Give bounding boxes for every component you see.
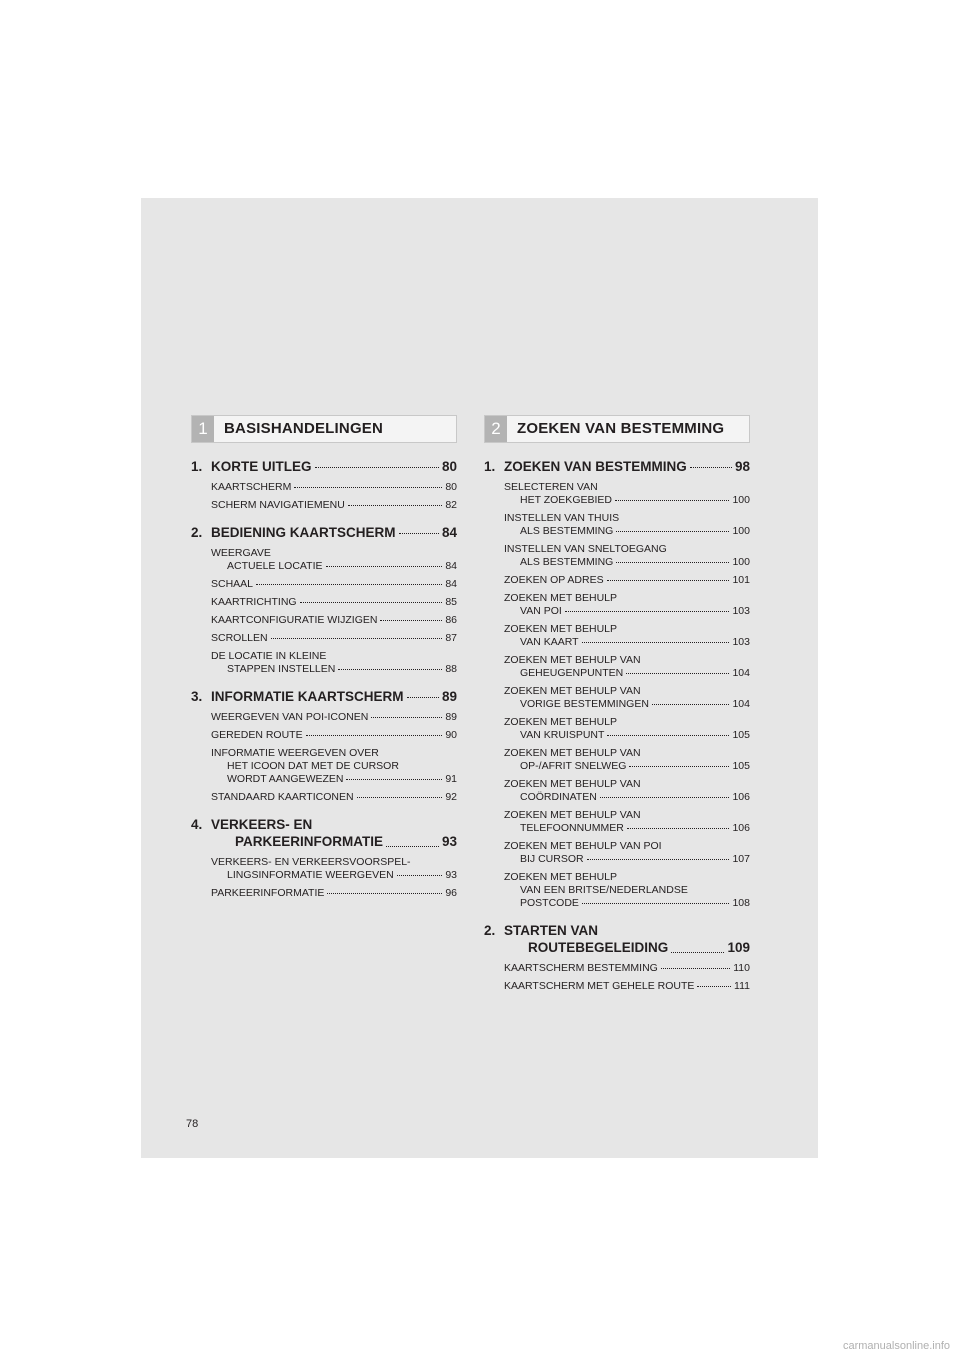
entry-title-line: LINGSINFORMATIE WEERGEVEN <box>227 869 394 881</box>
entry-last-line <box>504 760 750 773</box>
dot-leader <box>326 566 443 567</box>
entry-page: 84 <box>445 578 457 590</box>
chapter-heading <box>191 688 457 705</box>
chapter-items <box>191 481 457 512</box>
dot-leader <box>600 797 730 798</box>
section-number: 2 <box>485 416 507 442</box>
entry-title-line: SCHAAL <box>211 578 254 590</box>
entry-page: 111 <box>734 980 750 992</box>
dot-leader <box>697 986 731 987</box>
dot-leader <box>616 562 729 563</box>
toc-entry <box>504 962 750 975</box>
entry-last-line <box>211 560 457 573</box>
entry-title-line: WEERGEVEN VAN POI-ICONEN <box>211 711 369 723</box>
chapter-title <box>211 524 457 541</box>
chapter-number: 1. <box>484 459 496 474</box>
chapter-title-lines <box>211 816 457 850</box>
entry-title-line: GEREDEN ROUTE <box>211 729 303 741</box>
chapter-heading <box>484 458 750 475</box>
entry-last-line <box>211 773 457 786</box>
entry-last-line <box>211 578 457 591</box>
entry-title-line: KAARTSCHERM <box>211 481 292 493</box>
entry-page: 100 <box>732 494 750 506</box>
toc-entry <box>211 887 457 900</box>
entry-page: 106 <box>732 791 750 803</box>
entry-last-line <box>504 698 750 711</box>
toc-entry <box>504 778 750 804</box>
chapter-page: 93 <box>441 834 457 849</box>
toc-entry <box>504 574 750 587</box>
entry-title-line: KAARTCONFIGURATIE WIJZIGEN <box>211 614 378 626</box>
chapter-title-lines <box>504 922 750 956</box>
toc-entry <box>211 578 457 591</box>
entry-last-line <box>504 822 750 835</box>
entry-page: 100 <box>732 556 750 568</box>
entry-title-line: INSTELLEN VAN THUIS <box>504 512 620 524</box>
entry-title-line: VAN POI <box>520 605 562 617</box>
entry-title-line: INSTELLEN VAN SNELTOEGANG <box>504 543 667 555</box>
toc-entry <box>504 543 750 569</box>
dot-leader <box>380 620 442 621</box>
entry-page: 91 <box>445 773 457 785</box>
chapter-title-line: ROUTEBEGELEIDING <box>528 940 669 955</box>
entry-last-line <box>211 499 457 512</box>
entry-last-line <box>211 729 457 742</box>
entry-title-line: SCHERM NAVIGATIEMENU <box>211 499 345 511</box>
toc-entry <box>211 747 457 786</box>
entry-title-line: ZOEKEN MET BEHULP VAN <box>504 809 641 821</box>
toc-chapter <box>191 458 457 512</box>
chapter-title-last-line <box>211 833 457 850</box>
section-title: ZOEKEN VAN BESTEMMING <box>517 420 725 437</box>
toc-chapter <box>484 922 750 993</box>
chapter-heading <box>191 524 457 541</box>
chapter-title-line: STARTEN VAN <box>504 923 598 938</box>
toc-entry <box>504 980 750 993</box>
chapter-page: 89 <box>441 689 457 704</box>
chapter-title <box>211 458 457 475</box>
entry-last-line <box>504 525 750 538</box>
chapter-list <box>191 458 457 900</box>
entry-page: 90 <box>445 729 457 741</box>
entry-last-line <box>211 711 457 724</box>
dot-leader <box>371 717 442 718</box>
entry-title-line: ZOEKEN MET BEHULP VAN <box>504 747 641 759</box>
entry-page: 88 <box>445 663 457 675</box>
entry-last-line <box>211 632 457 645</box>
chapter-title-line: BEDIENING KAARTSCHERM <box>211 525 396 540</box>
entry-title-line: ZOEKEN MET BEHULP <box>504 716 617 728</box>
entry-title-line: POSTCODE <box>520 897 579 909</box>
entry-title-line: VAN EEN BRITSE/NEDERLANDSE <box>520 884 688 896</box>
toc-entry <box>504 481 750 507</box>
entry-title-line: VAN KAART <box>520 636 579 648</box>
entry-last-line <box>504 962 750 975</box>
entry-title-line: PARKEERINFORMATIE <box>211 887 325 899</box>
entry-title-line: INFORMATIE WEERGEVEN OVER <box>211 747 379 759</box>
entry-page: 103 <box>732 605 750 617</box>
chapter-title-line: KORTE UITLEG <box>211 459 312 474</box>
toc-entry <box>211 547 457 573</box>
entry-title-line: ALS BESTEMMING <box>520 525 614 537</box>
entry-page: 86 <box>445 614 457 626</box>
chapter-number: 2. <box>191 525 203 540</box>
entry-last-line <box>504 494 750 507</box>
entry-page: 105 <box>732 729 750 741</box>
entry-page: 108 <box>732 897 750 909</box>
entry-title-line: TELEFOONNUMMER <box>520 822 624 834</box>
entry-title-line: KAARTSCHERM BESTEMMING <box>504 962 658 974</box>
entry-page: 87 <box>445 632 457 644</box>
section-header <box>191 415 457 443</box>
entry-page: 92 <box>445 791 457 803</box>
entry-last-line <box>211 791 457 804</box>
entry-title-line: ZOEKEN MET BEHULP VAN POI <box>504 840 662 852</box>
toc-entry <box>504 716 750 742</box>
page-number: 78 <box>186 1118 199 1130</box>
dot-leader <box>652 704 730 705</box>
chapter-title-line: INFORMATIE KAARTSCHERM <box>211 689 404 704</box>
chapter-page: 98 <box>734 459 750 474</box>
entry-title-line: COÖRDINATEN <box>520 791 597 803</box>
dot-leader <box>690 467 732 468</box>
dot-leader <box>306 735 443 736</box>
entry-title-line: ACTUELE LOCATIE <box>227 560 323 572</box>
entry-title-line: HET ZOEKGEBIED <box>520 494 612 506</box>
entry-page: 85 <box>445 596 457 608</box>
entry-page: 107 <box>732 853 750 865</box>
dot-leader <box>346 779 442 780</box>
entry-title-line: WORDT AANGEWEZEN <box>227 773 344 785</box>
chapter-title <box>211 816 457 850</box>
chapter-title-line: ZOEKEN VAN BESTEMMING <box>504 459 687 474</box>
section-header <box>484 415 750 443</box>
chapter-heading <box>484 922 750 956</box>
chapter-items <box>484 481 750 910</box>
chapter-number: 3. <box>191 689 203 704</box>
entry-page: 104 <box>732 698 750 710</box>
toc-entry <box>211 791 457 804</box>
toc-entry <box>211 650 457 676</box>
toc-chapter <box>191 524 457 676</box>
entry-last-line <box>504 897 750 910</box>
chapter-title-line: VERKEERS- EN <box>211 817 313 832</box>
dot-leader <box>338 669 442 670</box>
entry-title-line: DE LOCATIE IN KLEINE <box>211 650 327 662</box>
toc-entry <box>211 856 457 882</box>
entry-title-line: ZOEKEN MET BEHULP VAN <box>504 654 641 666</box>
chapter-number: 1. <box>191 459 203 474</box>
chapter-page: 80 <box>441 459 457 474</box>
entry-title-line: STAPPEN INSTELLEN <box>227 663 336 675</box>
entry-last-line <box>211 887 457 900</box>
toc-entry <box>504 623 750 649</box>
entry-last-line <box>504 636 750 649</box>
entry-page: 104 <box>732 667 750 679</box>
entry-page: 100 <box>732 525 750 537</box>
entry-last-line <box>504 791 750 804</box>
dot-leader <box>407 697 439 698</box>
toc-entry <box>211 481 457 494</box>
chapter-title <box>211 688 457 705</box>
dot-leader <box>256 584 442 585</box>
chapter-list <box>484 458 750 993</box>
toc-entry <box>504 747 750 773</box>
toc-entry <box>211 614 457 627</box>
toc-entry <box>211 596 457 609</box>
dot-leader <box>626 673 729 674</box>
chapter-items <box>484 962 750 993</box>
chapter-page: 109 <box>727 940 750 955</box>
entry-title-line: ZOEKEN MET BEHULP <box>504 871 617 883</box>
entry-title-line: SELECTEREN VAN <box>504 481 598 493</box>
dot-leader <box>397 875 443 876</box>
toc-entry <box>504 592 750 618</box>
dot-leader <box>587 859 730 860</box>
entry-page: 93 <box>445 869 457 881</box>
toc-entry <box>504 685 750 711</box>
dot-leader <box>294 487 442 488</box>
chapter-heading <box>191 458 457 475</box>
dot-leader <box>327 893 442 894</box>
dot-leader <box>616 531 729 532</box>
entry-title-line: ZOEKEN OP ADRES <box>504 574 604 586</box>
entry-page: 84 <box>445 560 457 572</box>
entry-title-line: GEHEUGENPUNTEN <box>520 667 624 679</box>
entry-last-line <box>504 574 750 587</box>
toc-chapter <box>484 458 750 910</box>
entry-title-line: ZOEKEN MET BEHULP VAN <box>504 685 641 697</box>
toc-entry <box>504 654 750 680</box>
entry-page: 110 <box>733 962 750 974</box>
dot-leader <box>671 936 724 953</box>
toc-entry <box>211 711 457 724</box>
entry-page: 106 <box>732 822 750 834</box>
toc-entry <box>504 871 750 910</box>
chapter-items <box>191 547 457 676</box>
dot-leader <box>357 797 443 798</box>
entry-last-line <box>504 980 750 993</box>
toc-chapter <box>191 688 457 804</box>
dot-leader <box>627 828 730 829</box>
chapter-items <box>191 856 457 900</box>
chapter-title-line: PARKEERINFORMATIE <box>235 834 383 849</box>
chapter-number: 2. <box>484 923 496 938</box>
entry-page: 82 <box>445 499 457 511</box>
dot-leader <box>582 903 730 904</box>
entry-last-line <box>504 729 750 742</box>
section-title: BASISHANDELINGEN <box>224 420 384 437</box>
toc-entry <box>504 512 750 538</box>
toc-entry <box>504 809 750 835</box>
dot-leader <box>315 467 439 468</box>
entry-last-line <box>211 663 457 676</box>
dot-leader <box>661 968 730 969</box>
entry-title-line: STANDAARD KAARTICONEN <box>211 791 354 803</box>
chapter-title <box>504 922 750 956</box>
dot-leader <box>582 642 730 643</box>
entry-title-line: ZOEKEN MET BEHULP VAN <box>504 778 641 790</box>
entry-last-line <box>211 481 457 494</box>
watermark: carmanualsonline.info <box>842 1340 950 1352</box>
entry-page: 101 <box>732 574 750 586</box>
chapter-items <box>191 711 457 804</box>
entry-title-line: VORIGE BESTEMMINGEN <box>520 698 649 710</box>
entry-title-line: ALS BESTEMMING <box>520 556 614 568</box>
entry-title-line: KAARTSCHERM MET GEHELE ROUTE <box>504 980 695 992</box>
entry-last-line <box>211 596 457 609</box>
section-zoeken-van-bestemming <box>484 415 750 1005</box>
dot-leader <box>565 611 730 612</box>
entry-last-line <box>504 853 750 866</box>
dot-leader <box>399 533 439 534</box>
entry-title-line: VAN KRUISPUNT <box>520 729 605 741</box>
chapter-page: 84 <box>441 525 457 540</box>
entry-title-line: VERKEERS- EN VERKEERSVOORSPEL- <box>211 856 411 868</box>
entry-title-line: BIJ CURSOR <box>520 853 584 865</box>
entry-page: 103 <box>732 636 750 648</box>
entry-title-line: WEERGAVE <box>211 547 271 559</box>
dot-leader <box>629 766 729 767</box>
toc-chapter <box>191 816 457 900</box>
entry-title-line: OP-/AFRIT SNELWEG <box>520 760 627 772</box>
entry-last-line <box>504 667 750 680</box>
entry-title-line: HET ICOON DAT MET DE CURSOR <box>227 760 399 772</box>
entry-last-line <box>504 556 750 569</box>
entry-last-line <box>211 869 457 882</box>
entry-title-line: ZOEKEN MET BEHULP <box>504 623 617 635</box>
dot-leader <box>271 638 443 639</box>
chapter-title-last-line <box>504 939 750 956</box>
toc-entry <box>211 499 457 512</box>
toc-entry <box>211 632 457 645</box>
dot-leader <box>300 602 443 603</box>
entry-title-line: SCROLLEN <box>211 632 268 644</box>
entry-title-line: KAARTRICHTING <box>211 596 297 608</box>
dot-leader <box>386 830 439 847</box>
section-number: 1 <box>192 416 214 442</box>
entry-page: 96 <box>445 887 457 899</box>
chapter-heading <box>191 816 457 850</box>
entry-last-line <box>504 605 750 618</box>
chapter-number: 4. <box>191 817 203 832</box>
entry-page: 105 <box>732 760 750 772</box>
entry-page: 89 <box>445 711 457 723</box>
dot-leader <box>607 580 730 581</box>
entry-last-line <box>211 614 457 627</box>
section-basishandelingen <box>191 415 457 912</box>
dot-leader <box>607 735 729 736</box>
dot-leader <box>615 500 729 501</box>
entry-page: 80 <box>445 481 457 493</box>
toc-entry <box>504 840 750 866</box>
toc-entry <box>211 729 457 742</box>
chapter-title <box>504 458 750 475</box>
dot-leader <box>348 505 443 506</box>
entry-title-line: ZOEKEN MET BEHULP <box>504 592 617 604</box>
